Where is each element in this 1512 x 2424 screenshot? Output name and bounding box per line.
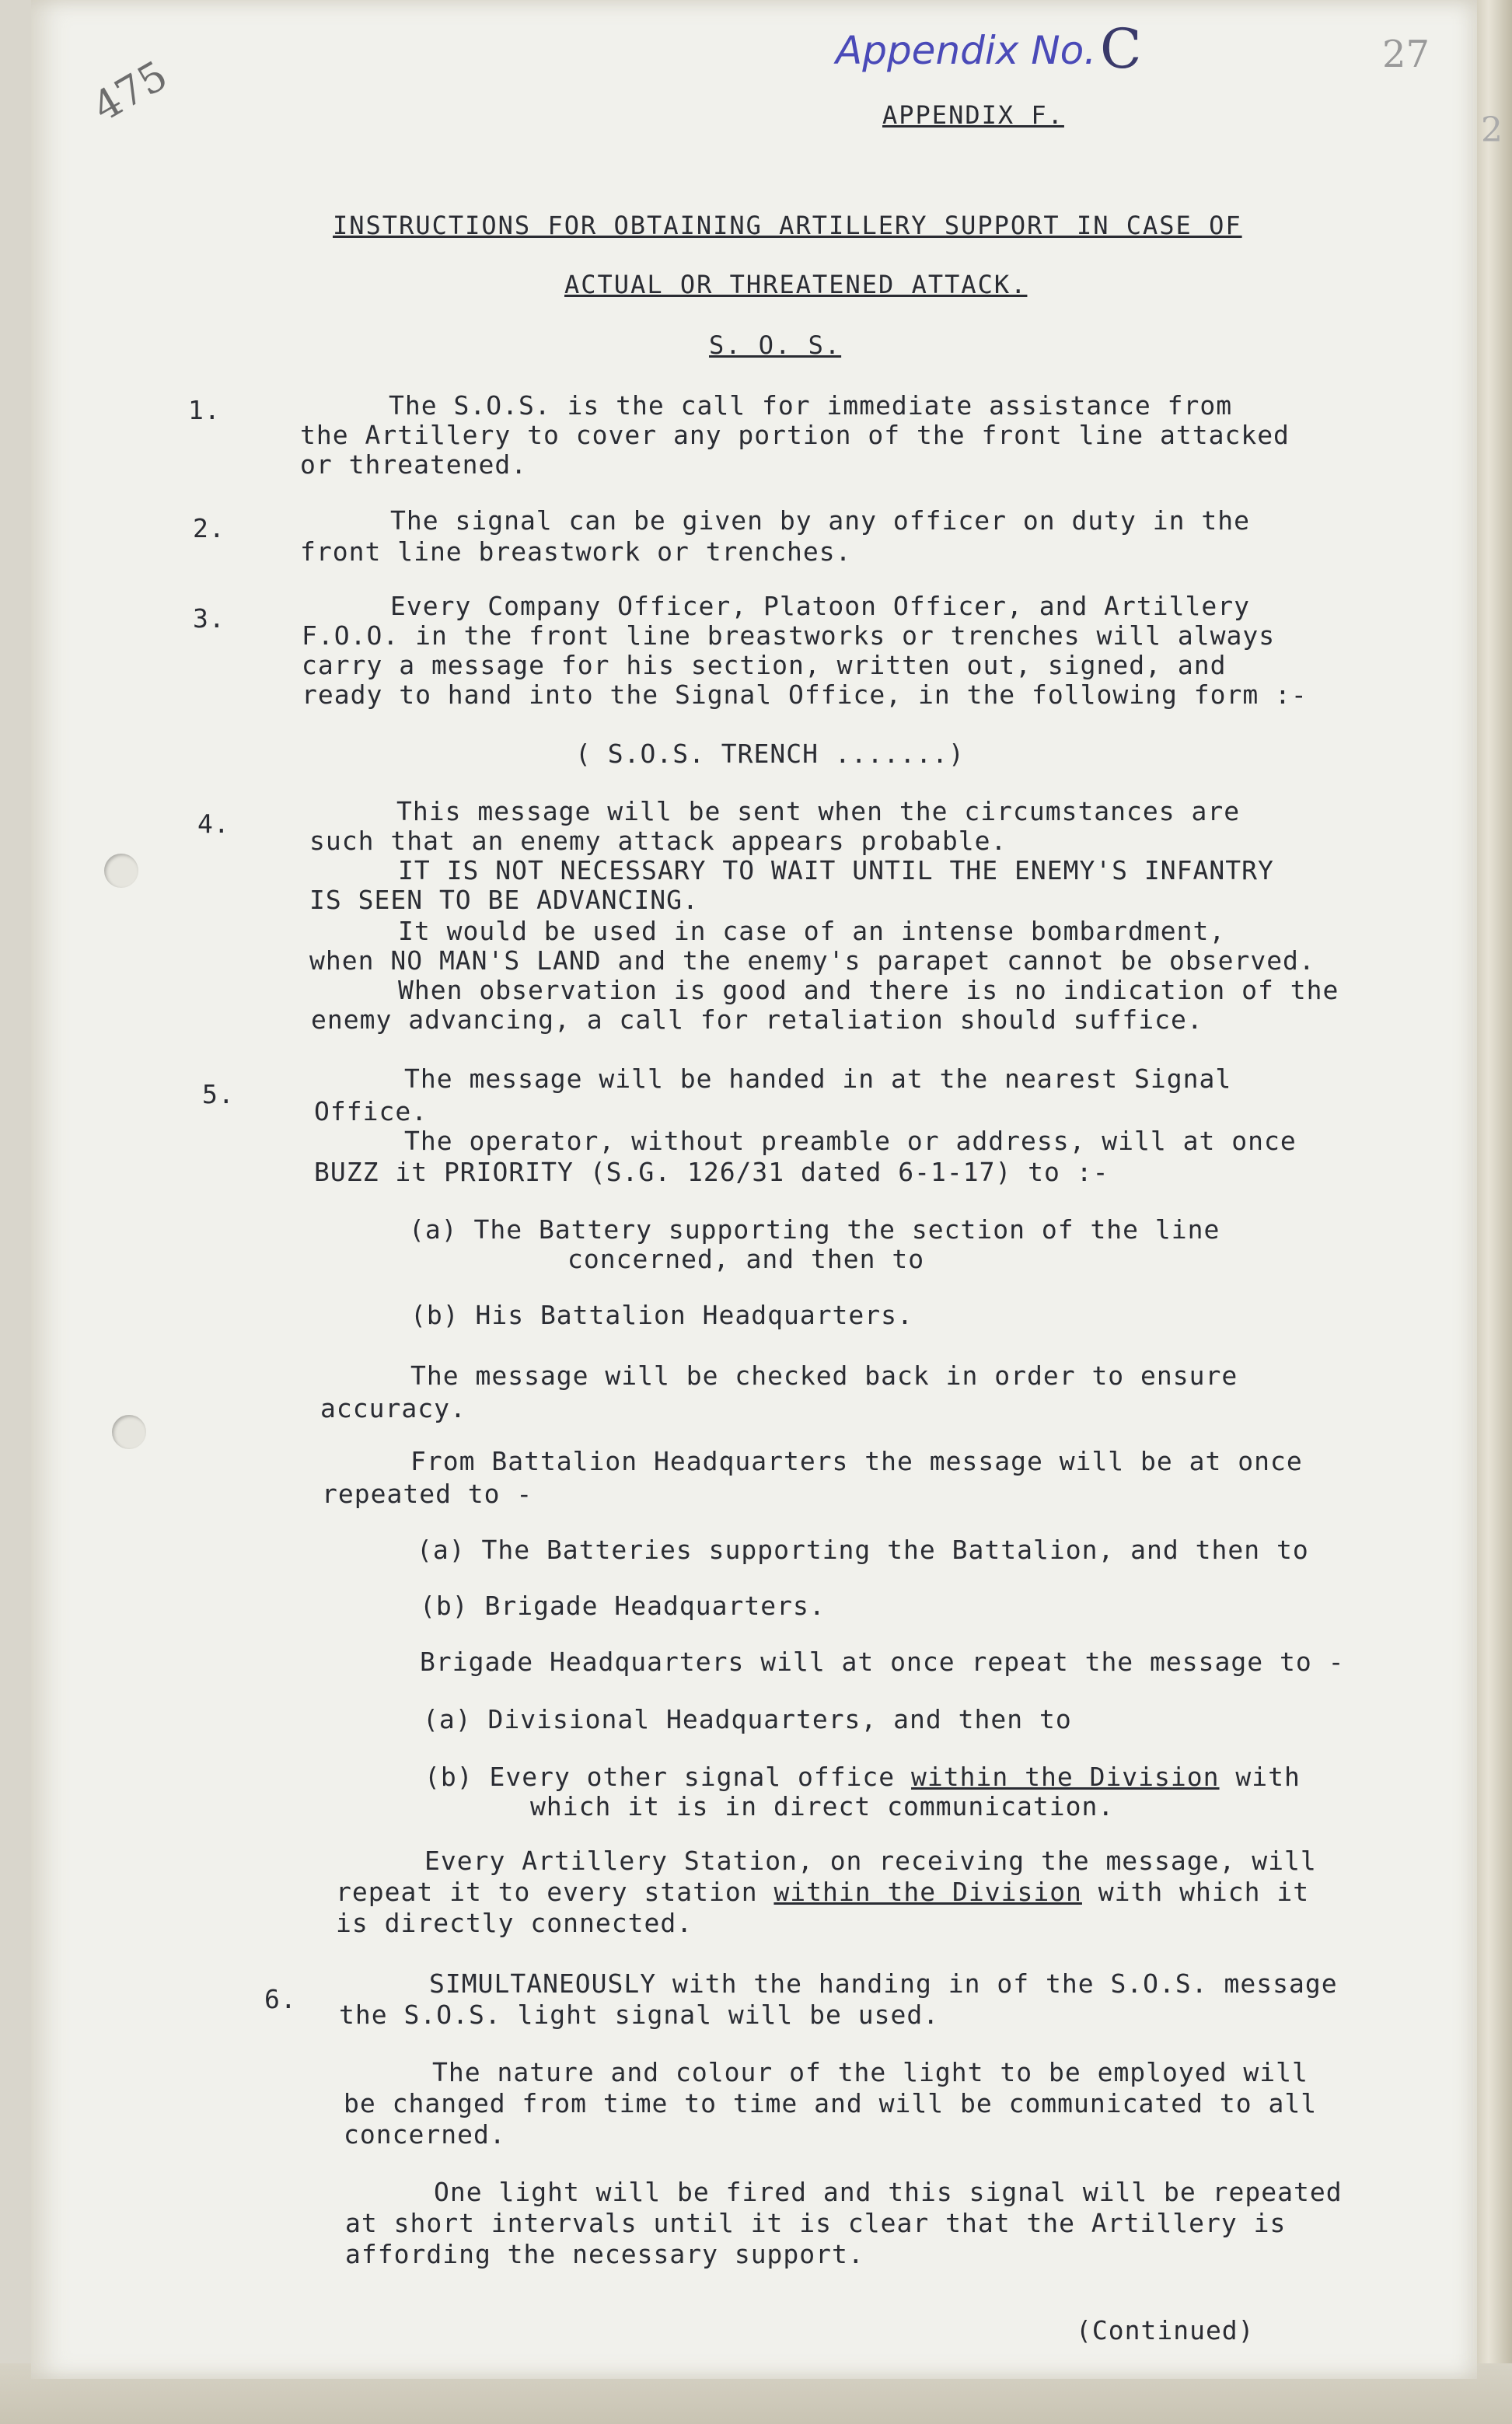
p4-line-3: IT IS NOT NECESSARY TO WAIT UNTIL THE ENEMY'S INFANTRY [398,855,1274,885]
paragraph-number: 5. [202,1079,235,1109]
heading-line-3: S. O. S. [709,330,842,360]
folio-number-right: 27 [1382,33,1430,76]
p4-line-7: When observation is good and there is no indication of the [398,975,1339,1005]
p2-line-1: The signal can be given by any officer on duty in the [390,505,1250,536]
p5-artillery-line-2: repeat it to every station within the Division with which it [336,1877,1310,1907]
p5-line-2: Office. [314,1096,428,1126]
paragraph-number: 3. [193,603,225,634]
p4-line-1: This message will be sent when the circumstances are [396,796,1241,826]
appendix-stamp-letter: C [1100,17,1142,81]
p5-artillery-line-1: Every Artillery Station, on receiving the message, will [424,1846,1317,1876]
p6-line-3: The nature and colour of the light to be employed will [432,2057,1308,2087]
p6-line-4: be changed from time to time and will be communicated to all [344,2088,1318,2118]
p5-item-b: (b) His Battalion Headquarters. [410,1300,913,1330]
punch-hole [112,1415,146,1449]
p5-item-a-line-2: concerned, and then to [567,1244,925,1274]
p5-line-1: The message will be handed in at the nearest Signal [404,1064,1232,1094]
p5-item-battalion-b: (b) Brigade Headquarters. [420,1591,826,1621]
p2-line-2: front line breastwork or trenches. [300,536,852,567]
appendix-stamp: Appendix No. [836,28,1097,73]
folio-number-edge: 2 [1481,110,1503,150]
paragraph-number: 1. [188,395,221,425]
p4-line-4: IS SEEN TO BE ADVANCING. [309,885,699,915]
p6-line-7: at short intervals until it is clear that the Artillery is [345,2208,1287,2238]
p3-line-4: ready to hand into the Signal Office, in the following form :- [302,679,1308,710]
p3-line-3: carry a message for his section, written out, signed, and [302,650,1227,680]
p3-line-1: Every Company Officer, Platoon Officer, and Artillery [390,591,1250,621]
p5-battalion-line-2: repeated to - [322,1479,533,1509]
p5-item-brigade-b-line-2: which it is in direct communication. [530,1791,1115,1821]
punch-hole [104,854,138,888]
folio-number-left: 475 [85,52,176,131]
paragraph-number: 2. [193,513,225,543]
p6-line-5: concerned. [344,2119,506,2150]
p5-item-brigade-a: (a) Divisional Headquarters, and then to [423,1704,1072,1734]
paragraph-number: 6. [264,1984,297,2014]
heading-line-2: ACTUAL OR THREATENED ATTACK. [564,270,1028,299]
p5-item-battalion-a: (a) The Batteries supporting the Battalion, and then to [417,1535,1309,1565]
p6-line-8: affording the necessary support. [345,2239,864,2269]
p5-line-4: BUZZ it PRIORITY (S.G. 126/31 dated 6-1-17) to :- [314,1157,1109,1187]
p3-message-form: ( S.O.S. TRENCH .......) [575,739,965,769]
p1-line-2: the Artillery to cover any portion of the front line attacked [300,420,1290,450]
p3-line-2: F.O.O. in the front line breastworks or trenches will always [302,620,1276,651]
continued-note: (Continued) [1076,2315,1255,2345]
heading-line-1: INSTRUCTIONS FOR OBTAINING ARTILLERY SUPPORT IN CASE OF [333,211,1242,240]
p5-battalion-line-1: From Battalion Headquarters the message will be at once [410,1446,1303,1476]
p4-line-6: when NO MAN'S LAND and the enemy's parapet cannot be observed. [309,945,1315,976]
p5-line-3: The operator, without preamble or address, will at once [404,1126,1297,1156]
p5-artillery-line-3: is directly connected. [336,1908,693,1938]
p4-line-2: such that an enemy attack appears probable. [309,826,1007,856]
p1-line-1: The S.O.S. is the call for immediate assistance from [389,390,1233,421]
p4-line-8: enemy advancing, a call for retaliation should suffice. [311,1004,1203,1035]
p5-check-line-2: accuracy. [320,1393,466,1423]
appendix-title: APPENDIX F. [882,100,1064,130]
paragraph-number: 4. [197,809,230,839]
p5-item-a-line-1: (a) The Battery supporting the section of the line [409,1214,1220,1245]
p5-brigade-line: Brigade Headquarters will at once repeat the message to - [420,1647,1345,1677]
p5-item-brigade-b-line-1: (b) Every other signal office within the Division with [424,1762,1301,1792]
p1-line-3: or threatened. [300,449,528,480]
p4-line-5: It would be used in case of an intense bombardment, [398,916,1226,946]
p5-check-line-1: The message will be checked back in order to ensure [410,1360,1238,1391]
p6-line-1: SIMULTANEOUSLY with the handing in of the S.O.S. message [429,1968,1338,1999]
p6-line-2: the S.O.S. light signal will be used. [339,2000,940,2030]
p6-line-6: One light will be fired and this signal will be repeated [434,2177,1343,2207]
background-page-edge [1473,0,1512,2424]
